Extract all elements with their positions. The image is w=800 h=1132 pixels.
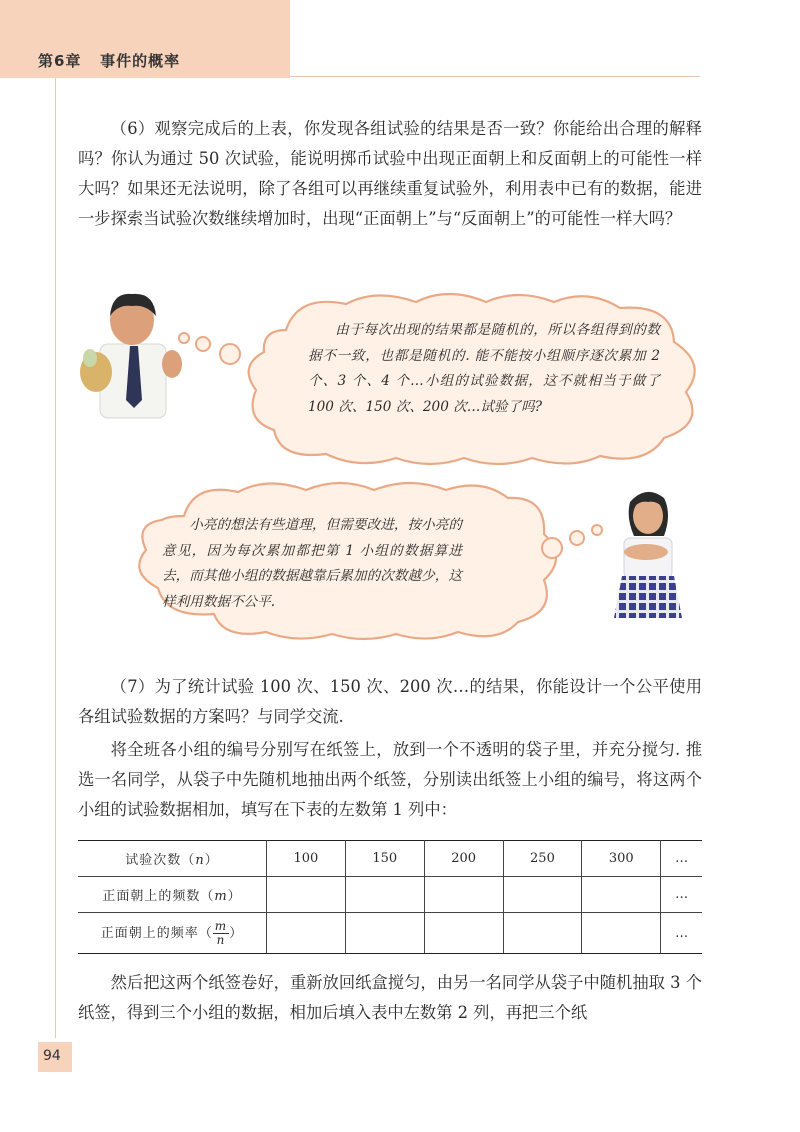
header-rule [290, 76, 700, 77]
empty-cell [267, 913, 346, 954]
question-7-paragraph: （7）为了统计试验 100 次、150 次、200 次…的结果，你能设计一个公平使用各组试验数据的方案吗？与同学交流. [78, 677, 702, 726]
empty-cell [503, 913, 582, 954]
thought-dot-medium [196, 337, 210, 351]
table-row-heads-count [78, 877, 702, 913]
boy-illustration [76, 288, 188, 420]
trial-count-cell: 200 [424, 841, 503, 877]
method-paragraph-1: 将全班各小组的编号分别写在纸签上，放到一个不透明的袋子里，并充分搅匀. 推选一名同学，从袋子中先随机地抽出两个纸签，分别读出纸签上小组的编号，将这两个小组的试验数据相加，填写在下表的左数第 1 列中： [78, 740, 702, 819]
table-row-heads-frequency [78, 913, 702, 954]
trial-count-cell: 100 [267, 841, 346, 877]
chapter-header [38, 50, 180, 71]
page-number: 94 [43, 1048, 61, 1064]
margin-rule [55, 78, 56, 1038]
chapter-title: 事件的概率 [100, 52, 181, 70]
chapter-number: 第6章 [38, 52, 82, 70]
thought-dot-small [179, 333, 189, 343]
method-paragraph-2: 然后把这两个纸签卷好，重新放回纸盒搅匀，由另一名同学从袋子中随机抽取 3 个纸签，得到三个小组的数据，相加后填入表中左数第 2 列，再把三个纸 [78, 973, 702, 1022]
boy-bubble-text: 由于每次出现的结果都是随机的，所以各组得到的数据不一致，也都是随机的. 能不能按小组顺序逐次累加 2 个、3 个、4 个…小组的试验数据，这不就相当于做了 100 次、150 次、200 次…试验了吗? [308, 322, 660, 415]
thought-dot-large [542, 538, 562, 558]
empty-cell [503, 877, 582, 913]
trial-count-cell: 300 [582, 841, 661, 877]
trials-label-cell: 试验次数（n） [78, 841, 267, 877]
girl-bubble-text: 小亮的想法有些道理，但需要改进，按小亮的意见，因为每次累加都把第 1 小组的数据算进去，而其他小组的数据越靠后累加的次数越少，这样利用数据不公平. [162, 517, 462, 610]
empty-cell [267, 877, 346, 913]
girl-illustration [606, 480, 688, 622]
trial-count-cell: 250 [503, 841, 582, 877]
ellipsis-cell: … [661, 877, 702, 913]
heads-count-label-cell: 正面朝上的频数（m） [78, 877, 267, 913]
empty-cell [424, 913, 503, 954]
table-row-trials [78, 841, 702, 877]
empty-cell [582, 913, 661, 954]
heads-frequency-label-cell: 正面朝上的频率（ $\frac{m}{n}$ ） [78, 913, 267, 954]
empty-cell [345, 913, 424, 954]
trial-count-cell: 150 [345, 841, 424, 877]
empty-cell [345, 877, 424, 913]
trial-count-cell: … [661, 841, 702, 877]
frequency-table [78, 840, 702, 954]
empty-cell [424, 877, 503, 913]
question-6-paragraph: （6）观察完成后的上表，你发现各组试验的结果是否一致？你能给出合理的解释吗？你认为通过 50 次试验，能说明掷币试验中出现正面朝上和反面朝上的可能性一样大吗？如果还无法说明，除了各组可以再继续重复试验外，利用表中已有的数据，能进一步探索当试验次数继续增加时，出现“正面朝上”与“反面朝上”的可能性一样大吗？ [78, 119, 702, 228]
empty-cell [582, 877, 661, 913]
thought-dot-medium [570, 531, 584, 545]
thought-dot-large [220, 344, 240, 364]
fraction-m-over-n: $\frac{m}{n}$ [214, 918, 228, 947]
thought-dot-small [592, 525, 602, 535]
ellipsis-cell: … [661, 913, 702, 954]
